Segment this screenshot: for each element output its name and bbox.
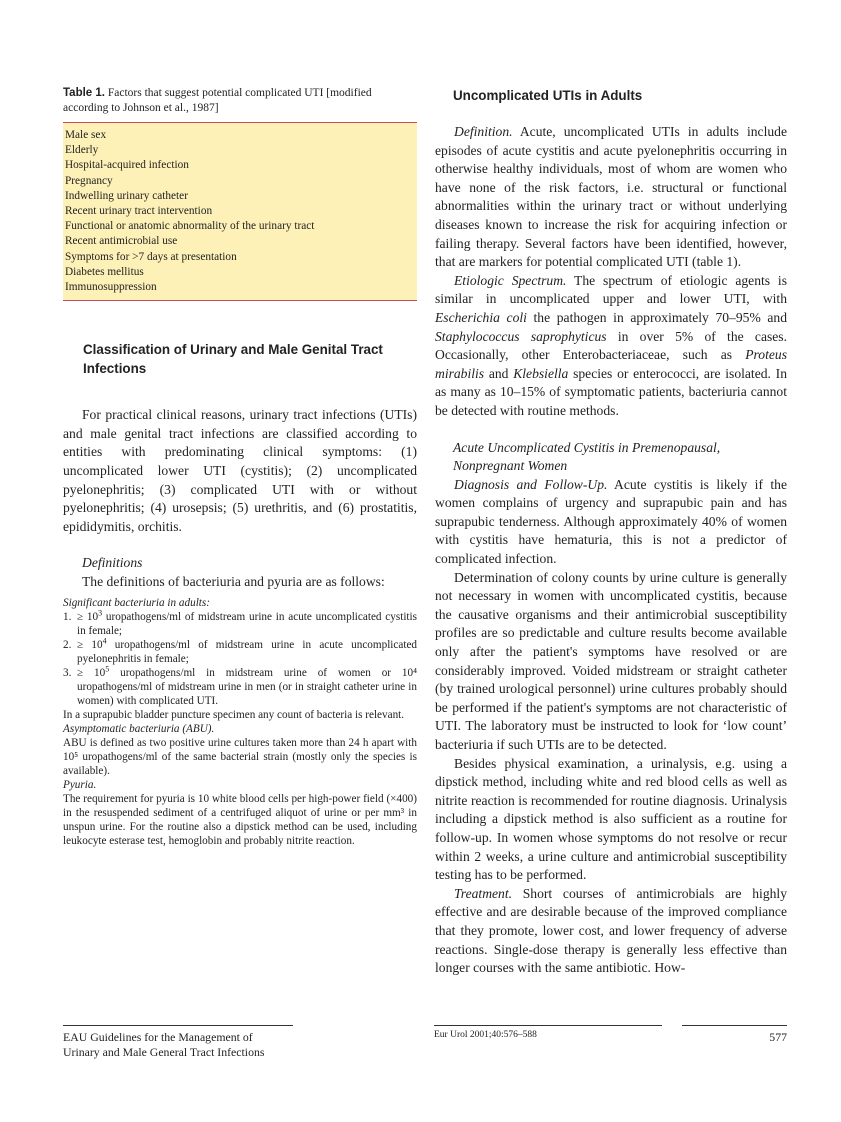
page-number: 577 [682, 1025, 787, 1045]
cystitis-subheading: Acute Uncomplicated Cystitis in Premenopausal, Nonpregnant Women [453, 439, 721, 474]
footer-guideline-title: EAU Guidelines for the Management of Urinary and Male General Tract Infections [63, 1025, 293, 1060]
definition-paragraph: Definition. Acute, uncomplicated UTIs in adults include episodes of acute cystitis and acute pyelonephritis occurring in otherwise healthy individuals, most of whom are women who have none of the risk factors, i.e. structural or functional abnormalities within the urinary tract or without underlying diseases known to increase the risk for acquiring infection or failing therapy. Several factors have been identified, however, that are markers for potential complicated UTI (table 1). [435, 124, 787, 270]
pyuria-heading: Pyuria. [63, 778, 97, 791]
list-item: 2. ≥ $10^4$ uropathogens/ml of midstream urine in acute uncomplicated pyelonephritis in female; [63, 635, 418, 665]
definitions-intro: The definitions of bacteriuria and pyuria are as follows: [82, 573, 385, 589]
table-row: Recent urinary tract intervention [65, 205, 213, 218]
table-row: Recent antimicrobial use [65, 235, 178, 248]
classification-paragraph: For practical clinical reasons, urinary tract infections (UTIs) and male genital tract infections are classified according to entities with predominating clinical symptoms: (1) uncomplicated lower UTI (cystitis); (2) uncomplicated pyelonephritis; (3) complicated UTI with or without pyelonephritis; (4) urosepsis; (5) urethritis, and (6) prostatitis, epididymitis, orchitis. [63, 407, 417, 534]
abu-heading: Asymptomatic bacteriuria (ABU). [63, 722, 215, 735]
list-item: 1. ≥ $10^3$ uropathogens/ml of midstream urine in acute uncomplicated cystitis in female; [63, 607, 417, 637]
examination-paragraph: Besides physical examination, a urinalysis, e.g. using a dipstick method, including white and red blood cells as well as nitrite reaction is recommended for routine diagnosis. Urinalysis including a dipstick method is also sufficient as a routine for follow-up. In women whose symptoms do not resolve or recur within 2 weeks, a urine culture and antimicrobial susceptibility testing has to be performed. [435, 755, 787, 883]
table-row: Male sex [65, 129, 107, 141]
footer-citation: Eur Urol 2001;40:576–588 [434, 1025, 662, 1040]
classification-heading: Classification of Urinary and Male Genital Tract Infections [83, 342, 383, 377]
table-row: Immunosuppression [65, 281, 157, 294]
uncomplicated-heading: Uncomplicated UTIs in Adults [453, 88, 643, 103]
diagnosis-paragraph: Diagnosis and Follow-Up. Acute cystitis is likely if the women complains of urgency and suprapubic pain and has suprapubic tenderness. Although approximately 40% of women with cystitis have hematuria, this is not a predictor of complicated infection. [435, 476, 787, 567]
table-row: Elderly [65, 144, 99, 157]
table-row: Pregnancy [65, 174, 113, 187]
table-row: Functional or anatomic abnormality of the urinary tract [65, 220, 315, 233]
left-column [63, 86, 417, 848]
colony-count-paragraph: Determination of colony counts by urine culture is generally not necessary in women with uncomplicated cystitis, because the causative organisms and their antimicrobial susceptibility profiles are so predictable and culture results become available only after the patient's symptoms have resolved or are considerably improved. Voided midstream or straight catheter (by trained urological personnel) urine cultures probably should be performed if the patient's symptoms are not characteristic of UTI. The laboratory must be instructed to look for ‘low count’ bacteriuria if such UTIs are to be detected. [435, 569, 787, 752]
etiologic-paragraph: Etiologic Spectrum. The spectrum of etiologic agents is similar in uncomplicated upper and lower UTI, with Escherichia coli the pathogen in approximately 70–95% and Staphylococcus saprophyticus in over 5% of the cases. Occasionally, other Enterobacteriaceae, such as Proteus mirabilis and Klebsiella species or enterococci, are isolated. In as many as 10–15% of symptomatic patients, bacteriuria cannot be detected with routine methods. [435, 272, 787, 418]
right-column [435, 86, 787, 978]
table-row: Diabetes mellitus [65, 265, 144, 278]
risk-factors-table [63, 122, 417, 301]
table-label: Table 1. [63, 87, 105, 99]
significant-bacteriuria-list [63, 607, 418, 708]
table-row: Symptoms for >7 days at presentation [65, 250, 237, 263]
pyuria-text: The requirement for pyuria is 10 white blood cells per high-power field (×400) in the resuspended sediment of a centrifuged aliquot of urine or per mm³ in unspun urine. For the routine also a dipstick method can be used, including leukocyte esterase test, hemoglobin and probably nitrite reaction. [63, 792, 417, 847]
table-row: Hospital-acquired infection [65, 159, 189, 172]
table-caption [63, 86, 417, 116]
treatment-paragraph: Treatment. Short courses of antimicrobials are highly effective and are desirable because of the improved compliance that they promote, lower cost, and lower frequency of adverse reactions. Single-dose therapy is generally less effective than longer courses with the same antibiotic. How- [435, 885, 787, 976]
table-caption-text: Factors that suggest potential complicated UTI [modified according to Johnson et al., 1987] [63, 87, 372, 114]
suprapubic-note: In a suprapubic bladder puncture specimen any count of bacteria is relevant. [63, 708, 405, 721]
table-row: Indwelling urinary catheter [65, 189, 188, 202]
abu-text: ABU is defined as two positive urine cultures taken more than 24 h apart with 10⁵ uropathogens/ml of the same bacterial strain (mostly only the species is available). [63, 736, 417, 777]
list-item: 3. ≥ $10^5$ uropathogens/ml in midstream urine of women or 10⁴ uropathogens/ml of midstream urine in men (or in straight catheter urine in women) with complicated UTI. [63, 663, 418, 707]
definitions-heading: Definitions [82, 555, 143, 571]
significant-bacteriuria-heading: Significant bacteriuria in adults: [63, 596, 210, 609]
